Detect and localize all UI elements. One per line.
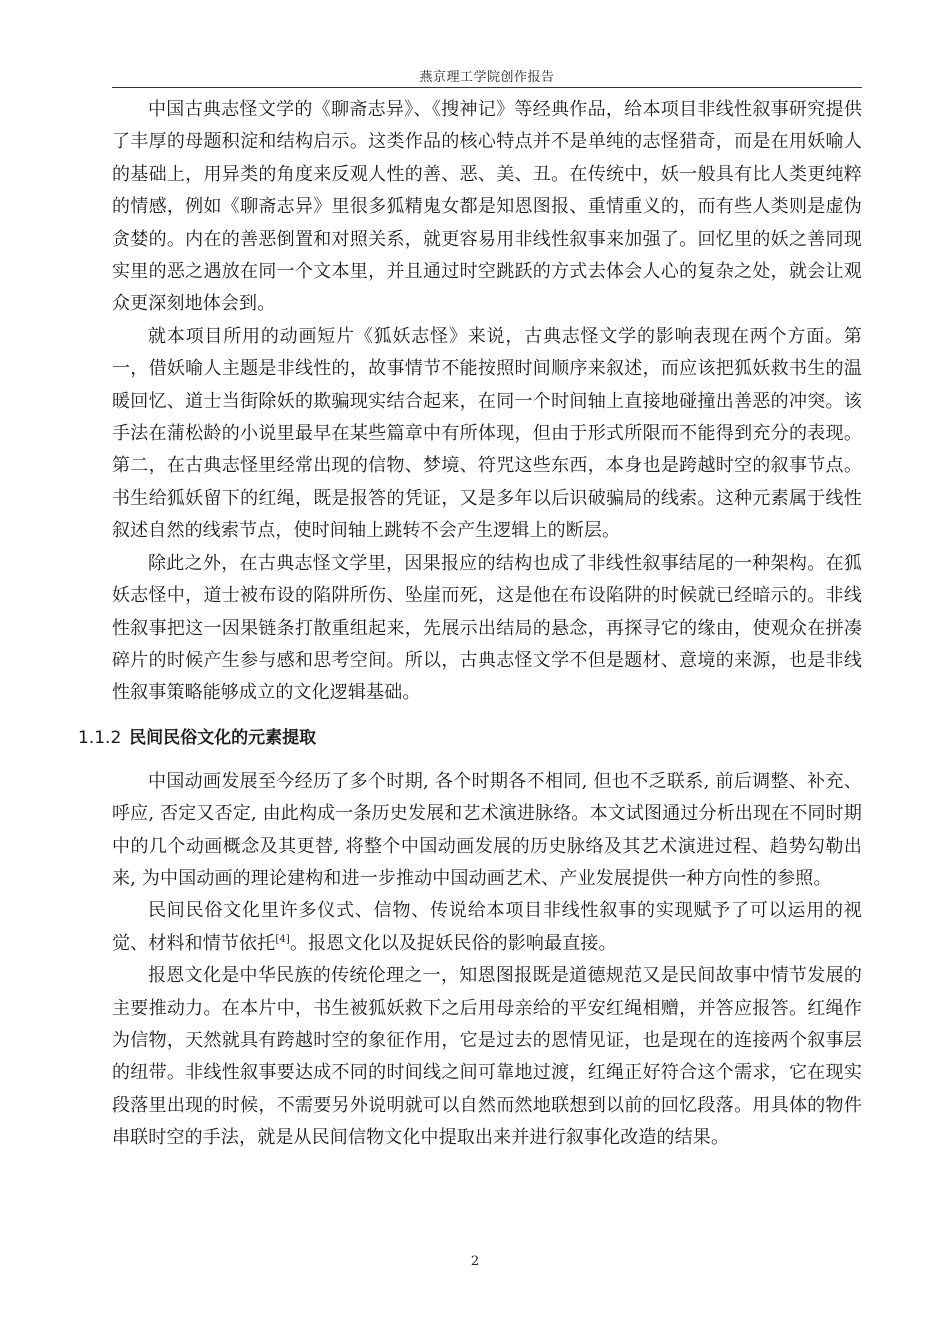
page-number: 2 xyxy=(470,1254,480,1269)
paragraph-animation-influence: 就本项目所用的动画短片《狐妖志怪》来说，古典志怪文学的影响表现在两个方面。第一，借妖喻人主题是非线性的，故事情节不能按照时间顺序来叙述，而应该把狐妖救书生的温暖回忆、道士当街除妖的欺骗现实结合起来，在同一个时间轴上直接地碰撞出善恶的冲突。该手法在蒲松龄的小说里最早在某些篇章中有所体现，但由于形式所限而不能得到充分的表现。第二，在古典志怪里经常出现的信物、梦境、符咒这些东西，本身也是跨越时空的叙事节点。书生给狐妖留下的红绳，既是报答的凭证，又是多年以后识破骗局的线索。这种元素属于线性叙述自然的线索节点，使时间轴上跳转不会产生逻辑上的断层。 xyxy=(112,325,862,542)
folk-text-after-ref: 。报恩文化以及捉妖民俗的影响最直接。 xyxy=(289,932,617,954)
running-header: 燕京理工学院创作报告 xyxy=(419,70,555,85)
section-heading xyxy=(78,726,862,750)
folk-text-before-ref: 民间民俗文化里许多仪式、信物、传说给本项目非线性叙事的实现赋予了可以运用的视觉、材料和情节依托 xyxy=(112,900,862,954)
paragraph-folk-culture xyxy=(112,895,862,960)
section-number: 1.1.2 xyxy=(78,727,122,748)
document-body xyxy=(78,94,862,1155)
section-title: 民间民俗文化的元素提取 xyxy=(129,727,317,748)
paragraph-gratitude-culture: 报恩文化是中华民族的传统伦理之一，知恩图报既是道德规范又是民间故事中情节发展的主要推动力。在本片中，书生被狐妖救下之后用母亲给的平安红绳相赠，并答应报答。红绳作为信物，天然就具有跨越时空的象征作用，它是过去的恩情见证，也是现在的连接两个叙事层的纽带。非线性叙事要达成不同的时间线之间可靠地过渡，红绳正好符合这个需求，它在现实段落里出现的时候，不需要另外说明就可以自然而然地联想到以前的回忆段落。用具体的物件串联时空的手法，就是从民间信物文化中提取出来并进行叙事化改造的结果。 xyxy=(112,965,862,1149)
paragraph-karma-structure: 除此之外，在古典志怪文学里，因果报应的结构也成了非线性叙事结尾的一种架构。在狐妖志怪中，道士被布设的陷阱所伤、坠崖而死，这是他在布设陷阱的时候就已经暗示的。非线性叙事把这一因果链条打散重组起来，先展示出结局的悬念，再探寻它的缘由，使观众在拼凑碎片的时候产生参与感和思考空间。所以，古典志怪文学不但是题材、意境的来源，也是非线性叙事策略能够成立的文化逻辑基础。 xyxy=(112,552,862,704)
paragraph-animation-history: 中国动画发展至今经历了多个时期, 各个时期各不相同, 但也不乏联系, 前后调整、补充、呼应, 否定又否定, 由此构成一条历史发展和艺术演进脉络。本文试图通过分析出现在不同时期中的几个动画概念及其更替, 将整个中国动画发展的历史脉络及其艺术演进过程、趋势勾勒出来, 为中国动画的理论建构和进一步推动中国动画艺术、产业发展提供一种方向性的参照。 xyxy=(112,770,862,889)
citation-ref[interactable]: [4] xyxy=(275,933,290,945)
paragraph-classical-literature: 中国古典志怪文学的《聊斋志异》、《搜神记》等经典作品，给本项目非线性叙事研究提供了丰厚的母题积淀和结构启示。这类作品的核心特点并不是单纯的志怪猎奇，而是在用妖喻人的基础上，用异类的角度来反观人性的善、恶、美、丑。在传统中，妖一般具有比人类更纯粹的情感，例如《聊斋志异》里很多狐精鬼女都是知恩图报、重情重义的，而有些人类则是虚伪贪婪的。内在的善恶倒置和对照关系，就更容易用非线性叙事来加强了。回忆里的妖之善同现实里的恶之遇放在同一个文本里，并且通过时空跳跃的方式去体会人心的复杂之处，就会让观众更深刻地体会到。 xyxy=(112,99,862,315)
header-divider xyxy=(112,87,862,88)
